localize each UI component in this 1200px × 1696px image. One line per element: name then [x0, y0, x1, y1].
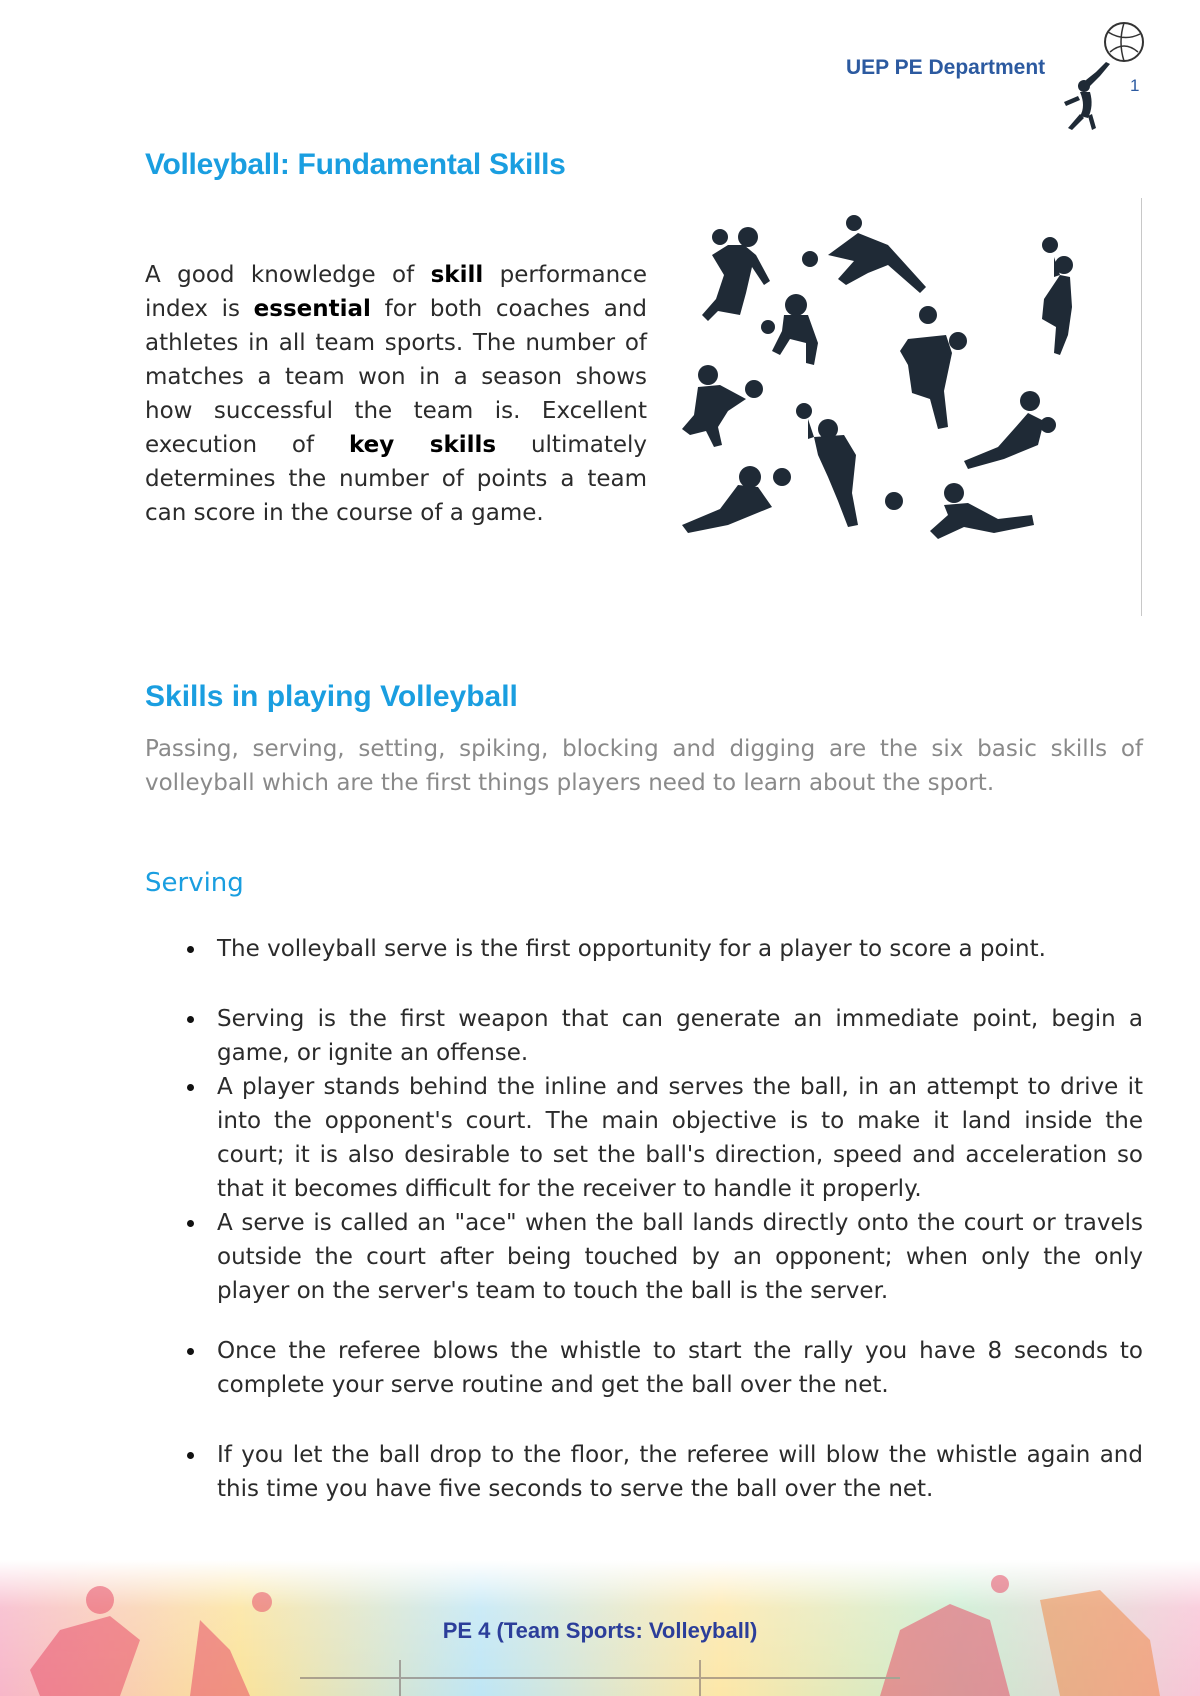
list-item: Serving is the first weapon that can generate an immediate point, begin a game, or ignite an offense.: [217, 1002, 1143, 1070]
figure-divider: [1141, 198, 1142, 616]
intro-paragraph: A good knowledge of skill performance index is essential for both coaches and athletes in all team sports. The number of matches a team won in a season shows how successful the team is. Excellent execution of key skills ultimately determines the number of points a team can score in the course of a game.: [145, 262, 648, 526]
bullet-icon: [187, 1016, 194, 1023]
skills-heading: Skills in playing Volleyball: [145, 680, 518, 713]
list-item: Once the referee blows the whistle to start the rally you have 8 seconds to complete your serve routine and get the ball over the net.: [217, 1334, 1143, 1402]
list-item: The volleyball serve is the first opportunity for a player to score a point.: [217, 932, 1143, 966]
bullet-icon: [187, 946, 194, 953]
serving-heading: Serving: [145, 868, 244, 898]
list-item: If you let the ball drop to the floor, the referee will blow the whistle again and this time you have five seconds to serve the ball over the net.: [217, 1438, 1143, 1506]
bullet-icon: [187, 1084, 194, 1091]
list-item: A serve is called an "ace" when the ball lands directly onto the court or travels outside the court after being touched by an opponent; when only the only player on the server's team to touch the ball is the server.: [217, 1206, 1143, 1308]
footer-title: PE 4 (Team Sports: Volleyball): [442, 1618, 758, 1643]
volleyball-player-logo-icon: [1058, 18, 1150, 134]
department-name: UEP PE Department: [846, 56, 1046, 79]
page-number: 1: [1130, 76, 1140, 95]
list-item: A player stands behind the inline and serves the ball, in an attempt to drive it into the opponent's court. The main objective is to make it land inside the court; it is also desirable to set the ball's direction, speed and acceleration so that it becomes difficult for the receiver to handle it properly.: [217, 1070, 1143, 1206]
volleyball-silhouettes-icon: [668, 215, 1128, 595]
skills-intro: Passing, serving, setting, spiking, blocking and digging are the six basic skills of volleyball which are the first things players need to learn about the sport.: [145, 736, 1143, 796]
page-title: Volleyball: Fundamental Skills: [145, 148, 566, 181]
bullet-icon: [187, 1220, 194, 1227]
bullet-icon: [187, 1348, 194, 1355]
bullet-icon: [187, 1452, 194, 1459]
